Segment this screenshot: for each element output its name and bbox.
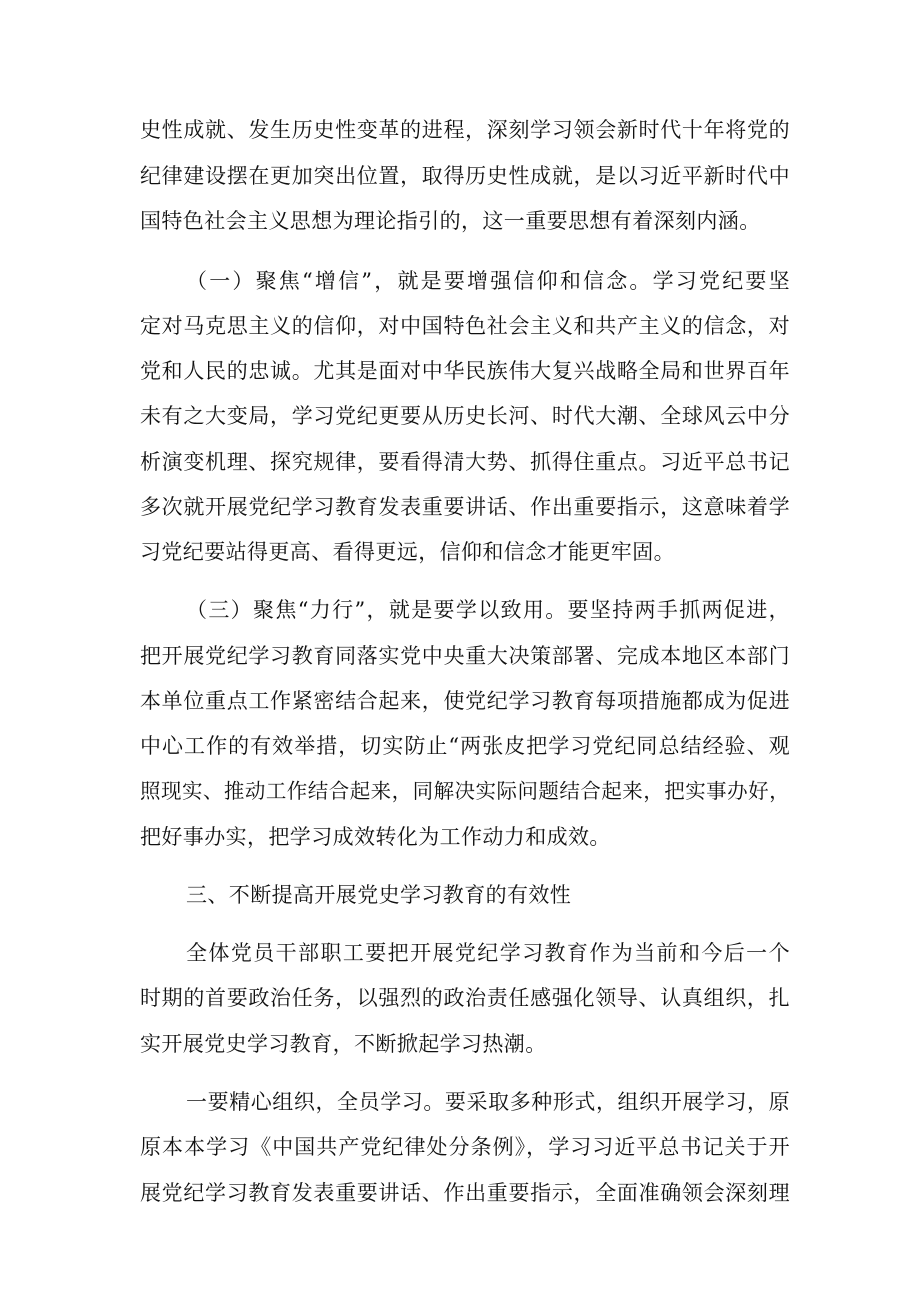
text-line: 实开展党史学习教育，不断掀起学习热潮。 bbox=[140, 1032, 547, 1056]
text-line: （三）聚焦“力行”，就是要学以致用。要坚持两手抓两促进， bbox=[186, 598, 790, 622]
text-line: 照现实、推动工作结合起来，同解决实际问题结合起来，把实事办好， bbox=[140, 779, 790, 803]
text-line: 原本本学习《中国共产党纪律处分条例》，学习习近平总书记关于开 bbox=[140, 1135, 790, 1159]
text-line: 一要精心组织，全员学习。要采取多种形式，组织开展学习，原 bbox=[186, 1090, 790, 1114]
text-line: 习党纪要站得更高、看得更远，信仰和信念才能更牢固。 bbox=[140, 540, 675, 564]
text-line: 析演变机理、探究规律，要看得清大势、抓得住重点。习近平总书记 bbox=[140, 450, 790, 474]
text-line: 把好事办实，把学习成效转化为工作动力和成效。 bbox=[140, 825, 611, 849]
text-line: 本单位重点工作紧密结合起来，使党纪学习教育每项措施都成为促进 bbox=[140, 689, 790, 713]
text-line: 党和人民的忠诚。尤其是面对中华民族伟大复兴战略全局和世界百年 bbox=[140, 359, 790, 383]
text-line: 时期的首要政治任务，以强烈的政治责任感强化领导、认真组织，扎 bbox=[140, 986, 790, 1010]
text-line: 中心工作的有效举措，切实防止“两张皮把学习党纪同总结经验、观 bbox=[140, 734, 790, 758]
text-line: （一）聚焦“增信”，就是要增强信仰和信念。学习党纪要坚 bbox=[186, 269, 790, 293]
text-line: 史性成就、发生历史性变革的进程，深刻学习领会新时代十年将党的 bbox=[140, 118, 790, 142]
text-line: 未有之大变局，学习党纪更要从历史长河、时代大潮、全球风云中分 bbox=[140, 404, 790, 428]
text-line: 定对马克思主义的信仰，对中国特色社会主义和共产主义的信念，对 bbox=[140, 314, 790, 338]
text-line: 国特色社会主义思想为理论指引的，这一重要思想有着深刻内涵。 bbox=[140, 209, 761, 233]
text-line: 多次就开展党纪学习教育发表重要讲话、作出重要指示，这意味着学 bbox=[140, 495, 790, 519]
text-line: 把开展党纪学习教育同落实党中央重大决策部署、完成本地区本部门 bbox=[140, 644, 790, 668]
text-line: 纪律建设摆在更加突出位置，取得历史性成就，是以习近平新时代中 bbox=[140, 164, 790, 188]
text-line: 展党纪学习教育发表重要讲话、作出重要指示，全面准确领会深刻理 bbox=[140, 1181, 790, 1205]
text-line: 全体党员干部职工要把开展党纪学习教育作为当前和今后一个 bbox=[186, 941, 790, 965]
section-heading: 三、不断提高开展党史学习教育的有效性 bbox=[186, 883, 572, 907]
